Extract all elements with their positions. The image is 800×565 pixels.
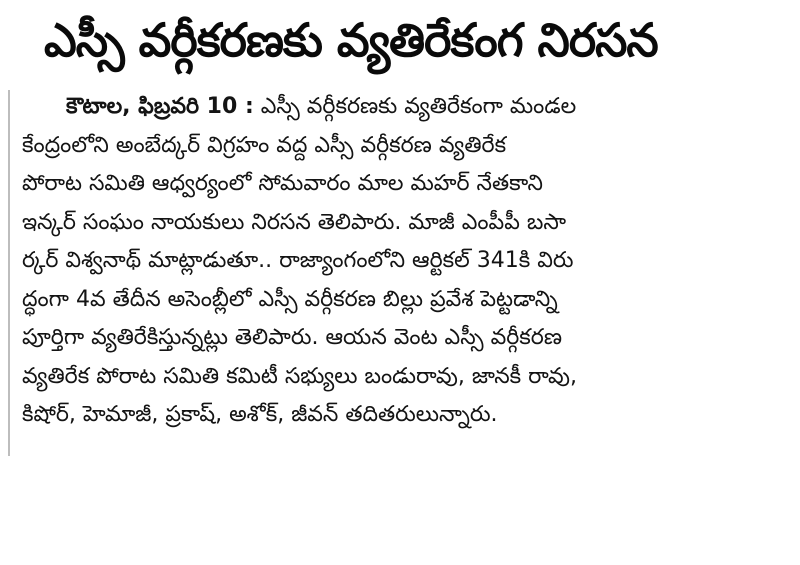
article-line-3: పోరాట సమితి ఆధ్వర్యంలో సోమవారం మాల మహర్ నేతకాని [22, 171, 543, 196]
article-line-2: కేంద్రంలోని అంబేద్కర్ విగ్రహం వద్ద ఎస్సీ వర్గీకరణ వ్యతిరేక [22, 132, 507, 158]
article-line-7: పూర్తిగా వ్యతిరేకిస్తున్నట్లు తెలిపారు. ఆయన వెంట ఎస్సీ వర్గీకరణ [22, 325, 562, 350]
article-headline: ఎస్సీ వర్గీకరణకు వ్యతిరేకంగ నిరసన [44, 13, 658, 67]
article-dateline: కౌటాల, ఫిబ్రవరి 10 : [66, 94, 254, 119]
article-line-8: వ్యతిరేక పోరాట సమితి కమిటీ సభ్యులు బండురావు, జానకీ రావు, [22, 363, 577, 389]
article-line-9: కిషోర్, హెమాజీ, ప్రకాష్, అశోక్, జీవన్ తదితరులున్నారు. [22, 402, 498, 427]
column-rule [8, 90, 10, 456]
article-line-1 [22, 88, 764, 127]
article-line-6: ద్ధంగా 4వ తేదీన అసెంబ్లీలో ఎస్సీ వర్గీకరణ బిల్లు ప్రవేశ పెట్టడాన్ని [22, 286, 558, 312]
article-line-1-text: ఎస్సీ వర్గీకరణకు వ్యతిరేకంగా మండల [260, 94, 577, 119]
article-line-5: ర్కర్ విశ్వనాథ్ మాట్లాడుతూ.. రాజ్యాంగంలోని ఆర్టికల్ 341కి విరు [22, 248, 574, 273]
article-body [22, 88, 764, 435]
article-line-4: ఇన్కర్ సంఘం నాయకులు నిరసన తెలిపారు. మాజీ ఎంపీపీ బసా [22, 209, 567, 235]
